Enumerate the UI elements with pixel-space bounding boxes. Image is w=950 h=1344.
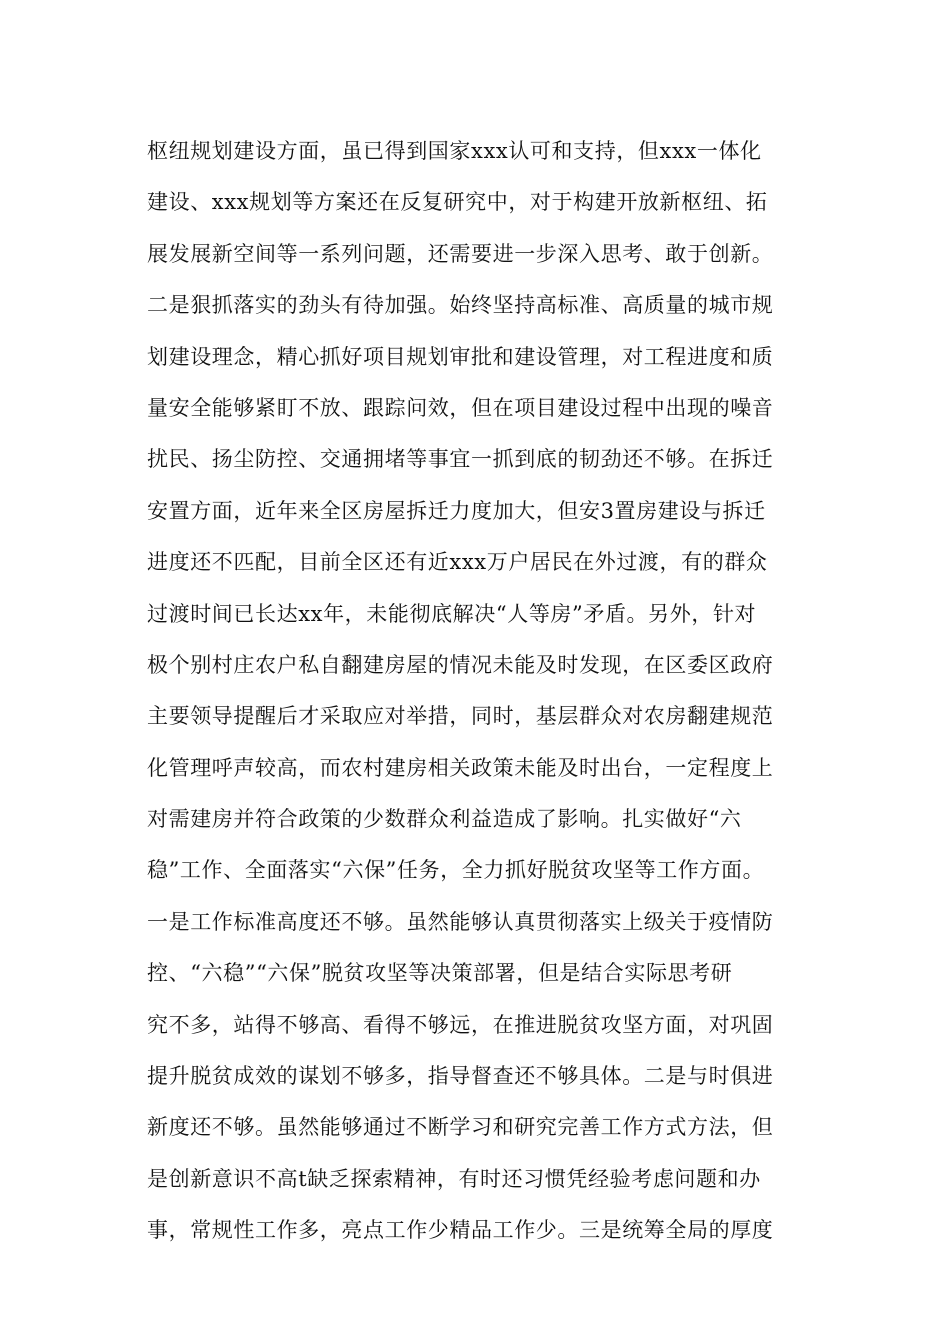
text-line: 是创新意识不高t缺乏探索精神，有时还习惯凭经验考虑问题和办 <box>147 1166 761 1191</box>
text-line: 建设、xxx规划等方案还在反复研究中，对于构建开放新枢纽、拓 <box>147 190 768 215</box>
text-line: 划建设理念，精心抓好项目规划审批和建设管理，对工程进度和质 <box>147 344 774 369</box>
text-line: 极个别村庄农户私自翻建房屋的情况未能及时发现，在区委区政府 <box>147 652 774 677</box>
text-line: 枢纽规划建设方面，虽已得到国家xxx认可和支持，但xxx一体化 <box>147 139 762 163</box>
text-line: 稳”工作、全面落实“六保”任务，全力抓好脱贫攻坚等工作方面。 <box>147 858 765 883</box>
text-line: 主要领导提醒后才采取应对举措，同时，基层群众对农房翻建规范 <box>147 704 774 729</box>
text-line: 扰民、扬尘防控、交通拥堵等事宜一抓到底的韧劲还不够。在拆迁 <box>147 447 774 472</box>
text-line: 展发展新空间等一系列问题，还需要进一步深入思考、敢于创新。 <box>147 241 774 266</box>
text-line: 一是工作标准高度还不够。虽然能够认真贯彻落实上级关于疫情防 <box>147 909 774 934</box>
text-line: 对需建房并符合政策的少数群众利益造成了影响。扎实做好“六 <box>147 807 742 832</box>
text-line: 二是狠抓落实的劲头有待加强。始终坚持高标准、高质量的城市规 <box>147 293 774 318</box>
text-line: 控、“六稳”“六保”脱贫攻坚等决策部署，但是结合实际思考研 <box>147 961 733 986</box>
text-line: 新度还不够。虽然能够通过不断学习和研究完善工作方式方法，但 <box>147 1115 774 1140</box>
body-text <box>147 126 807 1257</box>
text-line: 进度还不匹配，目前全区还有近xxx万户居民在外过渡，有的群众 <box>147 550 768 575</box>
text-line: 事，常规性工作多，亮点工作少精品工作少。三是统筹全局的厚度 <box>147 1218 774 1243</box>
text-line: 过渡时间已长达xx年，未能彻底解决“人等房”矛盾。另外，针对 <box>147 601 757 626</box>
text-line: 提升脱贫成效的谋划不够多，指导督查还不够具体。二是与时俱进 <box>147 1064 774 1089</box>
text-line: 化管理呼声较高，而农村建房相关政策未能及时出台，一定程度上 <box>147 755 774 780</box>
text-line: 安置方面，近年来全区房屋拆迁力度加大，但安3置房建设与拆迁 <box>147 498 766 523</box>
text-line: 量安全能够紧盯不放、跟踪问效，但在项目建设过程中出现的噪音 <box>147 395 774 420</box>
text-line: 究不多，站得不够高、看得不够远，在推进脱贫攻坚方面，对巩固 <box>147 1012 774 1037</box>
